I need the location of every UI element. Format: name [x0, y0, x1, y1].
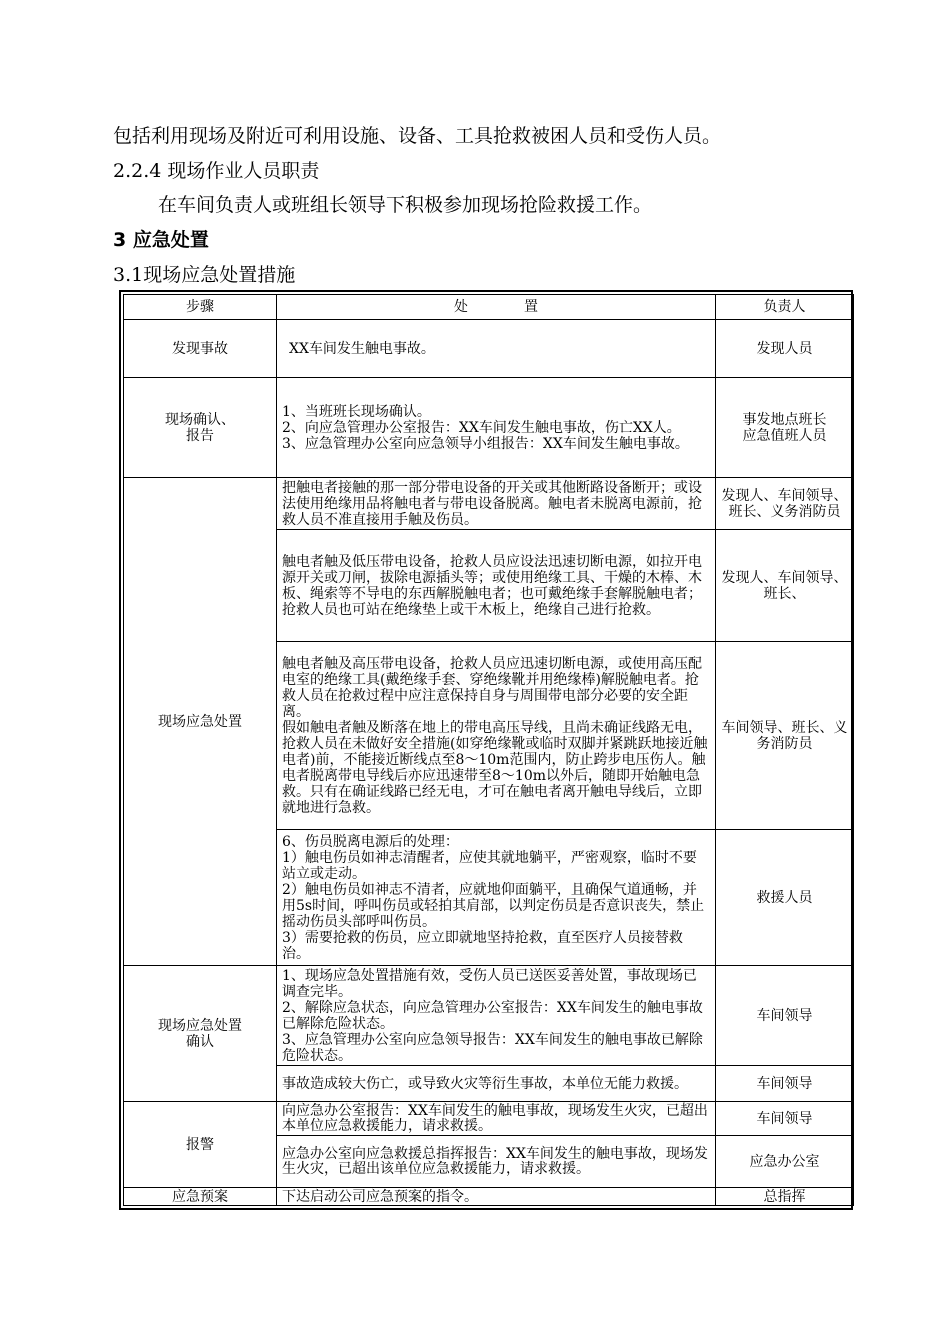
header-action: 处 置	[277, 295, 716, 320]
owner-cell: 车间领导	[716, 1102, 854, 1136]
section-heading-2-2-4: 2.2.4 现场作业人员职责	[113, 160, 320, 182]
step-line: 现场确认、	[165, 411, 235, 428]
owner-cell: 车间领导	[716, 1066, 854, 1102]
emergency-measures-table	[119, 290, 853, 1210]
action-paragraph: 假如触电者触及断落在地上的带电高压导线，且尚未确证线路无电，抢救人员在未做好安全措施(如穿绝缘靴或临时双脚并紧跳跃地接近触电者)前，不能接近断线点至8～10m范围内，防止跨步电压伤人。触电者脱离带电导线后亦应迅速带至8～10m以外后，随即开始触电急救。只有在确证线路已经无电，才可在触电者离开触电导线后，立即就地进行急救。	[282, 719, 708, 816]
action-cell: 应急办公室向应急救援总指挥报告：XX车间发生的触电事故，现场发生火灾，已超出该单位应急救援能力，请求救援。	[277, 1136, 716, 1188]
action-cell: 下达启动公司应急预案的指令。	[277, 1188, 716, 1206]
step-cell: 现场应急处置	[124, 478, 277, 966]
table-row	[124, 378, 854, 478]
action-cell: XX车间发生触电事故。	[277, 320, 716, 378]
step-cell: 应急预案	[124, 1188, 277, 1206]
action-line: 1、现场应急处置措施有效，受伤人员已送医妥善处置，事故现场已调查完毕。	[282, 967, 697, 1000]
owner-cell	[716, 378, 854, 478]
owner-cell: 救援人员	[716, 830, 854, 966]
action-line: 2、向应急管理办公室报告：XX车间发生触电事故，伤亡XX人。	[282, 419, 681, 436]
table-row	[124, 478, 854, 530]
action-line: 3、应急管理办公室向应急领导报告：XX车间发生的触电事故已解除危险状态。	[282, 1031, 703, 1064]
section-heading-3: 3 应急处置	[113, 229, 209, 251]
table-header-row	[124, 295, 854, 320]
action-cell	[277, 642, 716, 830]
owner-cell: 发现人、车间领导、班长、义务消防员	[716, 478, 854, 530]
owner-cell: 车间领导	[716, 966, 854, 1066]
action-cell	[277, 966, 716, 1066]
action-line: 2、解除应急状态，向应急管理办公室报告：XX车间发生的触电事故已解除危险状态。	[282, 999, 703, 1032]
step-line: 现场应急处置	[158, 1017, 242, 1034]
owner-line: 应急值班人员	[742, 427, 827, 444]
action-line: 1）触电伤员如神志清醒者，应使其就地躺平，严密观察，临时不要站立或走动。	[282, 849, 697, 882]
action-line: 1、当班班长现场确认。	[282, 403, 431, 420]
action-line: 3）需要抢救的伤员，应立即就地坚持抢救，直至医疗人员接替救治。	[282, 929, 683, 962]
owner-line: 事发地点班长	[742, 411, 827, 428]
action-cell	[277, 378, 716, 478]
section-heading-3-1: 3.1现场应急处置措施	[113, 264, 296, 286]
step-cell	[124, 966, 277, 1102]
action-cell: 把触电者接触的那一部分带电设备的开关或其他断路设备断开；或设法使用绝缘用品将触电者与带电设备脱离。触电者未脱离电源前，抢救人员不准直接用手触及伤员。	[277, 478, 716, 530]
owner-cell: 应急办公室	[716, 1136, 854, 1188]
action-cell: 向应急办公室报告：XX车间发生的触电事故，现场发生火灾，已超出本单位应急救援能力，请求救援。	[277, 1102, 716, 1136]
header-owner: 负责人	[716, 295, 854, 320]
paragraph-staff-duty: 在车间负责人或班组长领导下积极参加现场抢险救援工作。	[158, 194, 653, 216]
action-cell: 触电者触及低压带电设备，抢救人员应设法迅速切断电源，如拉开电源开关或刀闸，拔除电源插头等；或使用绝缘工具、干燥的木棒、木板、绳索等不导电的东西解脱触电者；也可戴绝缘手套解脱触电者；抢救人员也可站在绝缘垫上或干木板上，绝缘自己进行抢救。	[277, 530, 716, 642]
paragraph-rescue-scope: 包括利用现场及附近可利用设施、设备、工具抢救被困人员和受伤人员。	[113, 125, 722, 147]
action-cell	[277, 830, 716, 966]
owner-cell: 总指挥	[716, 1188, 854, 1206]
step-cell: 发现事故	[124, 320, 277, 378]
table-row	[124, 320, 854, 378]
table-row	[124, 966, 854, 1066]
owner-cell: 车间领导、班长、义务消防员	[716, 642, 854, 830]
step-line: 报告	[186, 427, 214, 444]
table-row	[124, 1102, 854, 1136]
action-line: 2）触电伤员如神志不清者，应就地仰面躺平，且确保气道通畅，并用5s时间，呼叫伤员或轻拍其肩部，以判定伤员是否意识丧失，禁止摇动伤员头部呼叫伤员。	[282, 881, 705, 930]
table-row	[124, 1188, 854, 1206]
step-cell	[124, 378, 277, 478]
action-paragraph: 触电者触及高压带电设备，抢救人员应迅速切断电源，或使用高压配电室的绝缘工具(戴绝缘手套、穿绝缘靴并用绝缘棒)解脱触电者。抢救人员在抢救过程中应注意保持自身与周围带电部分必要的安全距离。	[282, 655, 702, 720]
owner-cell: 发现人、车间领导、班长、	[716, 530, 854, 642]
step-line: 确认	[186, 1033, 214, 1050]
step-cell: 报警	[124, 1102, 277, 1188]
owner-cell: 发现人员	[716, 320, 854, 378]
action-line: 6、伤员脱离电源后的处理：	[282, 833, 459, 850]
header-step: 步骤	[124, 295, 277, 320]
action-cell: 事故造成较大伤亡，或导致火灾等衍生事故，本单位无能力救援。	[277, 1066, 716, 1102]
action-line: 3、应急管理办公室向应急领导小组报告：XX车间发生触电事故。	[282, 435, 689, 452]
